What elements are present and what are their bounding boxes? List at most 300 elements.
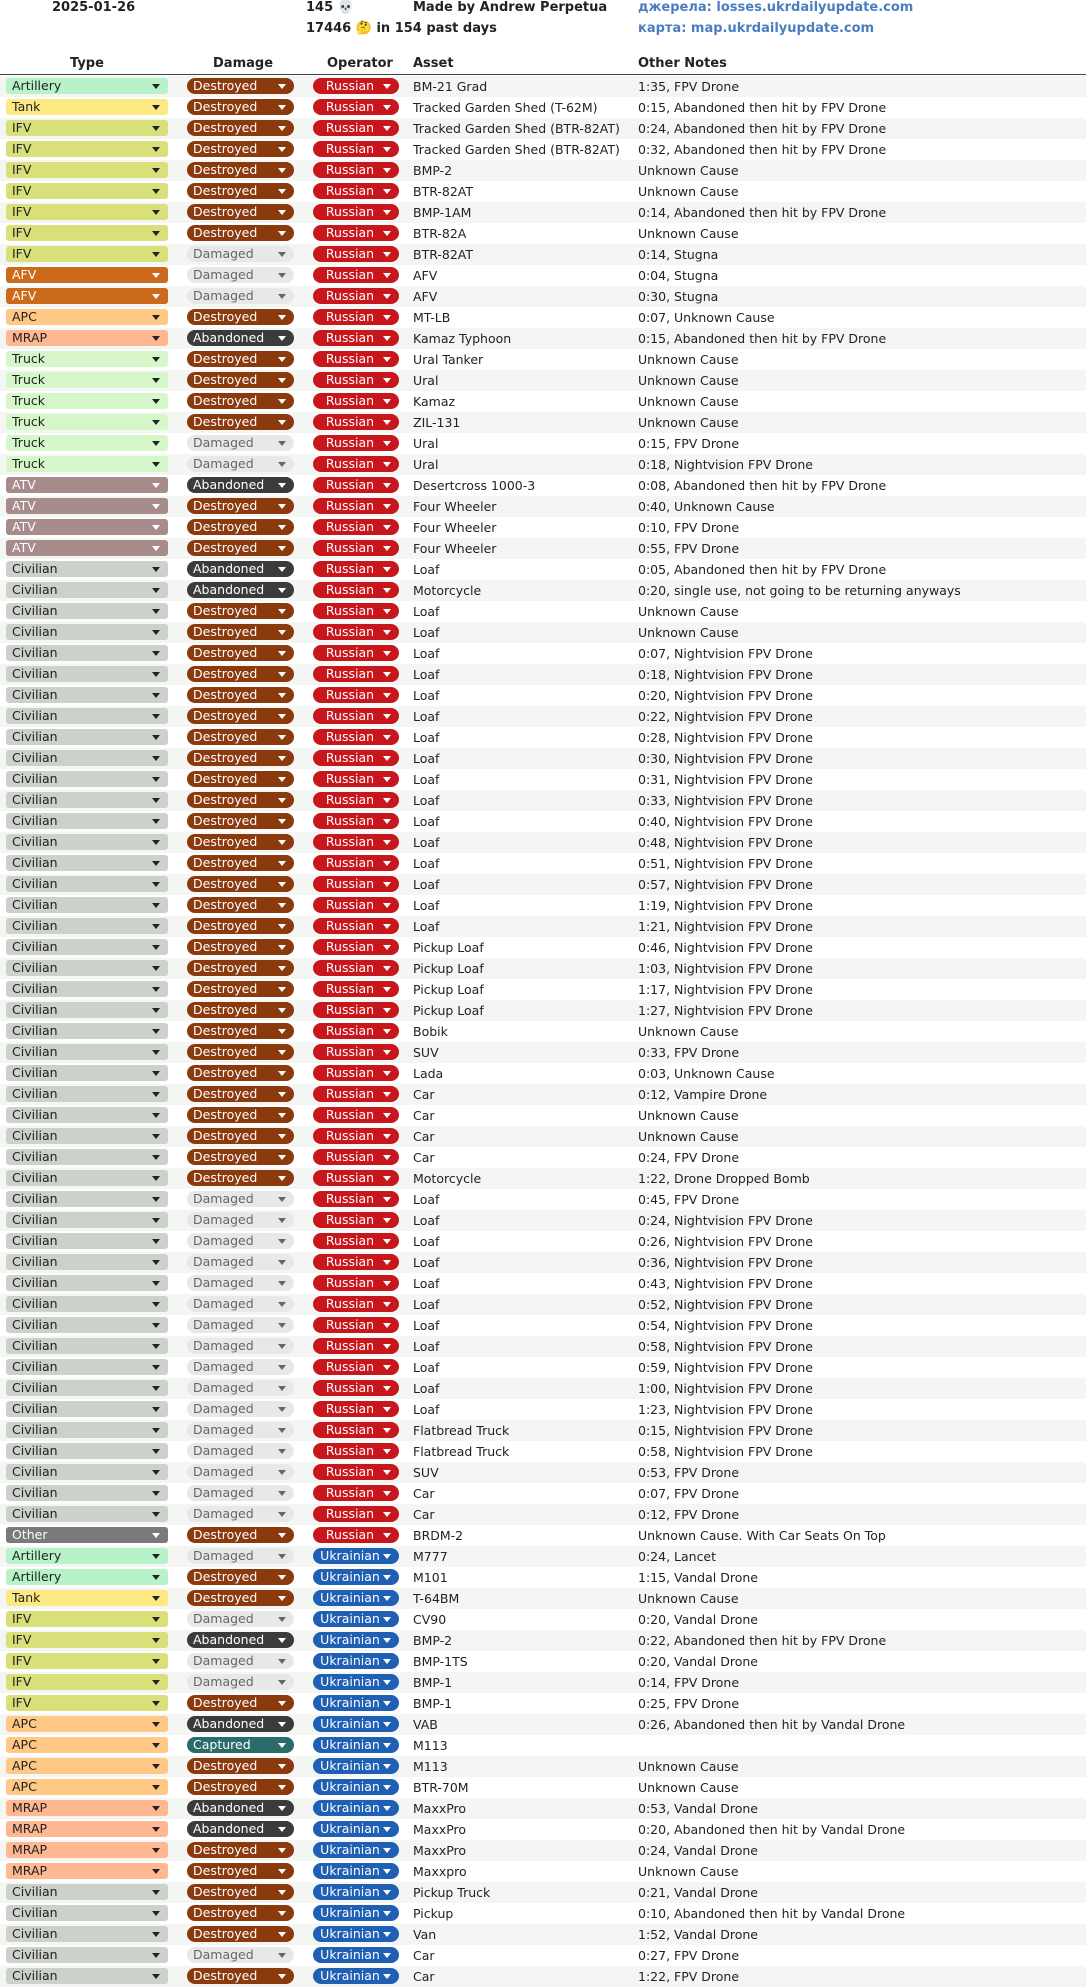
- operator-select[interactable]: Russian: [313, 813, 399, 829]
- operator-select[interactable]: Russian: [313, 351, 399, 367]
- type-select[interactable]: Civilian: [6, 687, 168, 703]
- operator-select[interactable]: Ukrainian: [313, 1632, 399, 1648]
- type-select[interactable]: Civilian: [6, 1086, 168, 1102]
- damage-select[interactable]: Destroyed: [187, 876, 294, 892]
- type-select[interactable]: Civilian: [6, 561, 168, 577]
- notes-cell: 0:45, FPV Drone: [638, 1192, 740, 1207]
- type-select[interactable]: Civilian: [6, 1254, 168, 1270]
- operator-select[interactable]: Ukrainian: [313, 1569, 399, 1585]
- operator-select[interactable]: Russian: [313, 1233, 399, 1249]
- damage-select[interactable]: Destroyed: [187, 162, 294, 178]
- table-row: [0, 118, 1086, 139]
- damage-select[interactable]: Destroyed: [187, 498, 294, 514]
- damage-select[interactable]: Captured: [187, 1737, 294, 1753]
- table-row: [0, 1504, 1086, 1525]
- type-select[interactable]: Civilian: [6, 729, 168, 745]
- type-select[interactable]: Truck: [6, 435, 168, 451]
- operator-select[interactable]: Russian: [313, 834, 399, 850]
- type-select[interactable]: Civilian: [6, 1023, 168, 1039]
- asset-cell: BMP-1AM: [413, 205, 472, 220]
- operator-select[interactable]: Russian: [313, 267, 399, 283]
- type-select[interactable]: Civilian: [6, 1338, 168, 1354]
- operator-select[interactable]: Russian: [313, 876, 399, 892]
- damage-select[interactable]: Destroyed: [187, 1590, 294, 1606]
- operator-select[interactable]: Russian: [313, 540, 399, 556]
- type-select[interactable]: Civilian: [6, 1233, 168, 1249]
- damage-select[interactable]: Abandoned: [187, 1632, 294, 1648]
- operator-select[interactable]: Russian: [313, 897, 399, 913]
- type-select[interactable]: MRAP: [6, 1821, 168, 1837]
- type-select[interactable]: IFV: [6, 1653, 168, 1669]
- operator-select[interactable]: Russian: [313, 624, 399, 640]
- operator-select[interactable]: Russian: [313, 645, 399, 661]
- operator-select[interactable]: Ukrainian: [313, 1695, 399, 1711]
- type-select[interactable]: Truck: [6, 351, 168, 367]
- damage-select[interactable]: Destroyed: [187, 834, 294, 850]
- operator-select[interactable]: Russian: [313, 1464, 399, 1480]
- operator-select[interactable]: Russian: [313, 1422, 399, 1438]
- damage-select[interactable]: Destroyed: [187, 1044, 294, 1060]
- operator-select[interactable]: Russian: [313, 330, 399, 346]
- operator-select[interactable]: Russian: [313, 855, 399, 871]
- type-select[interactable]: Artillery: [6, 78, 168, 94]
- type-select[interactable]: Civilian: [6, 645, 168, 661]
- type-select[interactable]: ATV: [6, 540, 168, 556]
- operator-select[interactable]: Russian: [313, 918, 399, 934]
- type-select[interactable]: Civilian: [6, 792, 168, 808]
- operator-select[interactable]: Russian: [313, 771, 399, 787]
- damage-select[interactable]: Damaged: [187, 1422, 294, 1438]
- operator-select[interactable]: Russian: [313, 246, 399, 262]
- operator-select[interactable]: Russian: [313, 1401, 399, 1417]
- asset-cell: Loaf: [413, 1339, 440, 1354]
- damage-select[interactable]: Abandoned: [187, 1800, 294, 1816]
- type-select[interactable]: APC: [6, 309, 168, 325]
- type-select[interactable]: Civilian: [6, 939, 168, 955]
- damage-select[interactable]: Destroyed: [187, 666, 294, 682]
- column-header-asset[interactable]: Asset: [413, 56, 454, 71]
- type-select[interactable]: Civilian: [6, 1149, 168, 1165]
- type-select[interactable]: Civilian: [6, 1884, 168, 1900]
- operator-select[interactable]: Russian: [313, 561, 399, 577]
- operator-select[interactable]: Russian: [313, 1254, 399, 1270]
- operator-select[interactable]: Ukrainian: [313, 1905, 399, 1921]
- notes-cell: 0:53, FPV Drone: [638, 1465, 740, 1480]
- damage-select[interactable]: Destroyed: [187, 204, 294, 220]
- type-select[interactable]: IFV: [6, 1632, 168, 1648]
- type-select[interactable]: Civilian: [6, 1296, 168, 1312]
- type-select[interactable]: MRAP: [6, 330, 168, 346]
- damage-select[interactable]: Damaged: [187, 1401, 294, 1417]
- type-select[interactable]: Civilian: [6, 1422, 168, 1438]
- damage-select[interactable]: Destroyed: [187, 855, 294, 871]
- type-select[interactable]: ATV: [6, 477, 168, 493]
- damage-select[interactable]: Destroyed: [187, 1695, 294, 1711]
- operator-select[interactable]: Ukrainian: [313, 1821, 399, 1837]
- operator-select[interactable]: Russian: [313, 120, 399, 136]
- type-select[interactable]: Civilian: [6, 1380, 168, 1396]
- type-select[interactable]: Civilian: [6, 1128, 168, 1144]
- damage-select[interactable]: Damaged: [187, 1233, 294, 1249]
- damage-select[interactable]: Damaged: [187, 1506, 294, 1522]
- damage-select[interactable]: Damaged: [187, 1464, 294, 1480]
- operator-select[interactable]: Russian: [313, 1212, 399, 1228]
- type-select[interactable]: IFV: [6, 183, 168, 199]
- damage-select[interactable]: Destroyed: [187, 120, 294, 136]
- operator-select[interactable]: Russian: [313, 477, 399, 493]
- damage-select[interactable]: Destroyed: [187, 645, 294, 661]
- operator-select[interactable]: Russian: [313, 1296, 399, 1312]
- type-select[interactable]: Civilian: [6, 582, 168, 598]
- type-select[interactable]: Civilian: [6, 918, 168, 934]
- operator-select[interactable]: Russian: [313, 1149, 399, 1165]
- type-select[interactable]: Civilian: [6, 708, 168, 724]
- operator-select[interactable]: Ukrainian: [313, 1842, 399, 1858]
- operator-select[interactable]: Russian: [313, 1485, 399, 1501]
- asset-cell: Loaf: [413, 562, 440, 577]
- operator-select[interactable]: Ukrainian: [313, 1758, 399, 1774]
- type-select[interactable]: Civilian: [6, 960, 168, 976]
- type-select[interactable]: Civilian: [6, 813, 168, 829]
- type-select[interactable]: Civilian: [6, 771, 168, 787]
- type-select[interactable]: Other: [6, 1527, 168, 1543]
- operator-select[interactable]: Ukrainian: [313, 1590, 399, 1606]
- type-select[interactable]: APC: [6, 1716, 168, 1732]
- operator-select[interactable]: Ukrainian: [313, 1926, 399, 1942]
- damage-select[interactable]: Destroyed: [187, 372, 294, 388]
- operator-select[interactable]: Ukrainian: [313, 1737, 399, 1753]
- notes-cell: Unknown Cause: [638, 1108, 739, 1123]
- type-select[interactable]: Civilian: [6, 1191, 168, 1207]
- type-select[interactable]: Artillery: [6, 1569, 168, 1585]
- operator-select[interactable]: Russian: [313, 309, 399, 325]
- type-select[interactable]: APC: [6, 1758, 168, 1774]
- damage-select[interactable]: Destroyed: [187, 1569, 294, 1585]
- notes-cell: 0:33, Nightvision FPV Drone: [638, 793, 813, 808]
- operator-select[interactable]: Ukrainian: [313, 1779, 399, 1795]
- operator-select[interactable]: Russian: [313, 708, 399, 724]
- type-select[interactable]: Civilian: [6, 1002, 168, 1018]
- operator-select[interactable]: Russian: [313, 1506, 399, 1522]
- operator-select[interactable]: Ukrainian: [313, 1863, 399, 1879]
- operator-select[interactable]: Russian: [313, 1527, 399, 1543]
- operator-select[interactable]: Russian: [313, 519, 399, 535]
- operator-select[interactable]: Russian: [313, 414, 399, 430]
- operator-select[interactable]: Ukrainian: [313, 1548, 399, 1564]
- damage-select[interactable]: Damaged: [187, 1212, 294, 1228]
- damage-select[interactable]: Destroyed: [187, 1107, 294, 1123]
- damage-select[interactable]: Damaged: [187, 1443, 294, 1459]
- type-select[interactable]: Civilian: [6, 1065, 168, 1081]
- damage-select[interactable]: Destroyed: [187, 351, 294, 367]
- type-select[interactable]: Civilian: [6, 1485, 168, 1501]
- operator-select[interactable]: Ukrainian: [313, 1884, 399, 1900]
- type-select[interactable]: IFV: [6, 225, 168, 241]
- damage-select[interactable]: Destroyed: [187, 750, 294, 766]
- type-select[interactable]: IFV: [6, 204, 168, 220]
- table-row: [0, 1777, 1086, 1798]
- type-select[interactable]: Truck: [6, 414, 168, 430]
- operator-select[interactable]: Russian: [313, 1107, 399, 1123]
- operator-select[interactable]: Russian: [313, 1023, 399, 1039]
- damage-select[interactable]: Damaged: [187, 1359, 294, 1375]
- damage-select[interactable]: Destroyed: [187, 540, 294, 556]
- column-header-notes[interactable]: Other Notes: [638, 56, 727, 71]
- type-select[interactable]: AFV: [6, 288, 168, 304]
- operator-select[interactable]: Russian: [313, 687, 399, 703]
- operator-select[interactable]: Russian: [313, 1086, 399, 1102]
- operator-select[interactable]: Ukrainian: [313, 1800, 399, 1816]
- operator-select[interactable]: Russian: [313, 288, 399, 304]
- operator-select[interactable]: Russian: [313, 225, 399, 241]
- type-select[interactable]: AFV: [6, 267, 168, 283]
- type-select[interactable]: IFV: [6, 1611, 168, 1627]
- damage-select[interactable]: Destroyed: [187, 960, 294, 976]
- operator-select[interactable]: Russian: [313, 666, 399, 682]
- operator-select[interactable]: Ukrainian: [313, 1653, 399, 1669]
- type-select[interactable]: MRAP: [6, 1800, 168, 1816]
- type-select[interactable]: ATV: [6, 498, 168, 514]
- type-select[interactable]: IFV: [6, 120, 168, 136]
- damage-select[interactable]: Abandoned: [187, 561, 294, 577]
- damage-select[interactable]: Damaged: [187, 288, 294, 304]
- type-select[interactable]: Civilian: [6, 1926, 168, 1942]
- type-select[interactable]: Civilian: [6, 855, 168, 871]
- damage-select[interactable]: Destroyed: [187, 792, 294, 808]
- damage-select[interactable]: Damaged: [187, 1275, 294, 1291]
- sources-link[interactable]: джерела: losses.ukrdailyupdate.com: [638, 0, 914, 15]
- type-select[interactable]: Truck: [6, 393, 168, 409]
- damage-select[interactable]: Destroyed: [187, 687, 294, 703]
- type-select[interactable]: Civilian: [6, 1275, 168, 1291]
- damage-select[interactable]: Destroyed: [187, 813, 294, 829]
- operator-select[interactable]: Russian: [313, 1044, 399, 1060]
- operator-select[interactable]: Russian: [313, 1275, 399, 1291]
- damage-select[interactable]: Destroyed: [187, 309, 294, 325]
- type-select[interactable]: IFV: [6, 1674, 168, 1690]
- damage-select[interactable]: Damaged: [187, 1674, 294, 1690]
- table-row: [0, 1189, 1086, 1210]
- damage-select[interactable]: Damaged: [187, 246, 294, 262]
- type-select[interactable]: Civilian: [6, 1170, 168, 1186]
- damage-select[interactable]: Damaged: [187, 1947, 294, 1963]
- operator-select[interactable]: Russian: [313, 498, 399, 514]
- operator-select[interactable]: Russian: [313, 960, 399, 976]
- operator-select[interactable]: Russian: [313, 582, 399, 598]
- column-header-damage[interactable]: Damage: [213, 56, 274, 71]
- damage-select[interactable]: Destroyed: [187, 414, 294, 430]
- column-header-type[interactable]: Type: [70, 56, 104, 71]
- damage-select[interactable]: Destroyed: [187, 708, 294, 724]
- asset-cell: Van: [413, 1927, 437, 1942]
- asset-cell: Loaf: [413, 1192, 440, 1207]
- type-select[interactable]: APC: [6, 1779, 168, 1795]
- damage-select[interactable]: Destroyed: [187, 1779, 294, 1795]
- type-select[interactable]: Civilian: [6, 1947, 168, 1963]
- operator-select[interactable]: Russian: [313, 141, 399, 157]
- damage-select[interactable]: Abandoned: [187, 582, 294, 598]
- operator-select[interactable]: Russian: [313, 183, 399, 199]
- operator-select[interactable]: Russian: [313, 1443, 399, 1459]
- damage-select[interactable]: Damaged: [187, 1254, 294, 1270]
- operator-select[interactable]: Russian: [313, 603, 399, 619]
- damage-select[interactable]: Damaged: [187, 456, 294, 472]
- damage-select[interactable]: Destroyed: [187, 729, 294, 745]
- damage-select[interactable]: Damaged: [187, 1296, 294, 1312]
- operator-select[interactable]: Russian: [313, 393, 399, 409]
- operator-select[interactable]: Russian: [313, 204, 399, 220]
- damage-select[interactable]: Damaged: [187, 1380, 294, 1396]
- type-select[interactable]: Civilian: [6, 876, 168, 892]
- damage-select[interactable]: Destroyed: [187, 1065, 294, 1081]
- damage-select[interactable]: Destroyed: [187, 918, 294, 934]
- damage-select[interactable]: Destroyed: [187, 1023, 294, 1039]
- damage-select[interactable]: Destroyed: [187, 897, 294, 913]
- type-select[interactable]: Civilian: [6, 1212, 168, 1228]
- damage-select[interactable]: Destroyed: [187, 1527, 294, 1543]
- type-select[interactable]: Civilian: [6, 1401, 168, 1417]
- damage-select[interactable]: Destroyed: [187, 981, 294, 997]
- damage-select[interactable]: Destroyed: [187, 78, 294, 94]
- operator-select[interactable]: Russian: [313, 78, 399, 94]
- type-select[interactable]: Civilian: [6, 624, 168, 640]
- operator-select[interactable]: Russian: [313, 729, 399, 745]
- type-select[interactable]: Civilian: [6, 1443, 168, 1459]
- damage-select[interactable]: Destroyed: [187, 1926, 294, 1942]
- operator-select[interactable]: Russian: [313, 792, 399, 808]
- damage-select[interactable]: Destroyed: [187, 1086, 294, 1102]
- operator-select[interactable]: Ukrainian: [313, 1611, 399, 1627]
- damage-select[interactable]: Destroyed: [187, 1968, 294, 1984]
- operator-select[interactable]: Russian: [313, 1317, 399, 1333]
- column-header-operator[interactable]: Operator: [327, 56, 393, 71]
- damage-select[interactable]: Destroyed: [187, 1149, 294, 1165]
- type-select[interactable]: Civilian: [6, 603, 168, 619]
- operator-select[interactable]: Russian: [313, 1065, 399, 1081]
- type-select[interactable]: IFV: [6, 141, 168, 157]
- type-select[interactable]: Civilian: [6, 1107, 168, 1123]
- type-select[interactable]: MRAP: [6, 1842, 168, 1858]
- type-select[interactable]: Civilian: [6, 834, 168, 850]
- notes-cell: 1:22, FPV Drone: [638, 1969, 740, 1984]
- damage-select[interactable]: Abandoned: [187, 1821, 294, 1837]
- damage-select[interactable]: Destroyed: [187, 624, 294, 640]
- asset-cell: Loaf: [413, 1402, 440, 1417]
- damage-select[interactable]: Destroyed: [187, 1905, 294, 1921]
- operator-select[interactable]: Russian: [313, 435, 399, 451]
- operator-select[interactable]: Russian: [313, 1128, 399, 1144]
- type-select[interactable]: Civilian: [6, 1317, 168, 1333]
- operator-select[interactable]: Russian: [313, 981, 399, 997]
- type-select[interactable]: Civilian: [6, 1044, 168, 1060]
- damage-select[interactable]: Destroyed: [187, 603, 294, 619]
- type-select[interactable]: IFV: [6, 162, 168, 178]
- asset-cell: Loaf: [413, 1381, 440, 1396]
- type-select[interactable]: Truck: [6, 372, 168, 388]
- damage-select[interactable]: Destroyed: [187, 1884, 294, 1900]
- damage-select[interactable]: Damaged: [187, 1548, 294, 1564]
- table-row: [0, 1273, 1086, 1294]
- notes-cell: 0:07, Unknown Cause: [638, 310, 775, 325]
- damage-select[interactable]: Destroyed: [187, 939, 294, 955]
- damage-select[interactable]: Damaged: [187, 1338, 294, 1354]
- type-select[interactable]: Civilian: [6, 666, 168, 682]
- type-select[interactable]: Civilian: [6, 1359, 168, 1375]
- operator-select[interactable]: Russian: [313, 1170, 399, 1186]
- operator-select[interactable]: Russian: [313, 1002, 399, 1018]
- type-select[interactable]: Artillery: [6, 1548, 168, 1564]
- damage-select[interactable]: Destroyed: [187, 99, 294, 115]
- operator-select[interactable]: Russian: [313, 1380, 399, 1396]
- damage-select[interactable]: Abandoned: [187, 1716, 294, 1732]
- damage-select[interactable]: Destroyed: [187, 183, 294, 199]
- type-select[interactable]: Civilian: [6, 897, 168, 913]
- damage-select[interactable]: Destroyed: [187, 519, 294, 535]
- damage-select[interactable]: Destroyed: [187, 1128, 294, 1144]
- type-select[interactable]: MRAP: [6, 1863, 168, 1879]
- operator-select[interactable]: Russian: [313, 1359, 399, 1375]
- table-row: [0, 727, 1086, 748]
- operator-select[interactable]: Russian: [313, 1191, 399, 1207]
- damage-select[interactable]: Destroyed: [187, 393, 294, 409]
- damage-select[interactable]: Destroyed: [187, 225, 294, 241]
- type-select[interactable]: Tank: [6, 1590, 168, 1606]
- type-select[interactable]: Civilian: [6, 1464, 168, 1480]
- damage-select[interactable]: Damaged: [187, 1317, 294, 1333]
- damage-select[interactable]: Destroyed: [187, 141, 294, 157]
- type-select[interactable]: Tank: [6, 99, 168, 115]
- damage-select[interactable]: Damaged: [187, 1611, 294, 1627]
- operator-select[interactable]: Ukrainian: [313, 1947, 399, 1963]
- operator-select[interactable]: Ukrainian: [313, 1968, 399, 1984]
- operator-select[interactable]: Ukrainian: [313, 1674, 399, 1690]
- damage-select[interactable]: Abandoned: [187, 330, 294, 346]
- damage-select[interactable]: Destroyed: [187, 1863, 294, 1879]
- operator-select[interactable]: Russian: [313, 1338, 399, 1354]
- damage-select[interactable]: Damaged: [187, 267, 294, 283]
- operator-select[interactable]: Russian: [313, 750, 399, 766]
- type-select[interactable]: Civilian: [6, 1968, 168, 1984]
- type-select[interactable]: APC: [6, 1737, 168, 1753]
- type-select[interactable]: IFV: [6, 1695, 168, 1711]
- type-select[interactable]: Truck: [6, 456, 168, 472]
- type-select[interactable]: Civilian: [6, 750, 168, 766]
- damage-select[interactable]: Damaged: [187, 435, 294, 451]
- map-link[interactable]: карта: map.ukrdailyupdate.com: [638, 21, 875, 36]
- damage-select[interactable]: Damaged: [187, 1653, 294, 1669]
- type-select[interactable]: ATV: [6, 519, 168, 535]
- damage-select[interactable]: Destroyed: [187, 1170, 294, 1186]
- operator-select[interactable]: Russian: [313, 372, 399, 388]
- type-select[interactable]: Civilian: [6, 1905, 168, 1921]
- damage-select[interactable]: Destroyed: [187, 1002, 294, 1018]
- damage-select[interactable]: Abandoned: [187, 477, 294, 493]
- operator-select[interactable]: Ukrainian: [313, 1716, 399, 1732]
- table-row: [0, 1798, 1086, 1819]
- damage-select[interactable]: Damaged: [187, 1191, 294, 1207]
- operator-select[interactable]: Russian: [313, 939, 399, 955]
- type-select[interactable]: Civilian: [6, 1506, 168, 1522]
- operator-select[interactable]: Russian: [313, 99, 399, 115]
- damage-select[interactable]: Destroyed: [187, 771, 294, 787]
- damage-select[interactable]: Damaged: [187, 1485, 294, 1501]
- operator-select[interactable]: Russian: [313, 456, 399, 472]
- operator-select[interactable]: Russian: [313, 162, 399, 178]
- damage-select[interactable]: Destroyed: [187, 1842, 294, 1858]
- type-select[interactable]: IFV: [6, 246, 168, 262]
- type-select[interactable]: Civilian: [6, 981, 168, 997]
- damage-select[interactable]: Destroyed: [187, 1758, 294, 1774]
